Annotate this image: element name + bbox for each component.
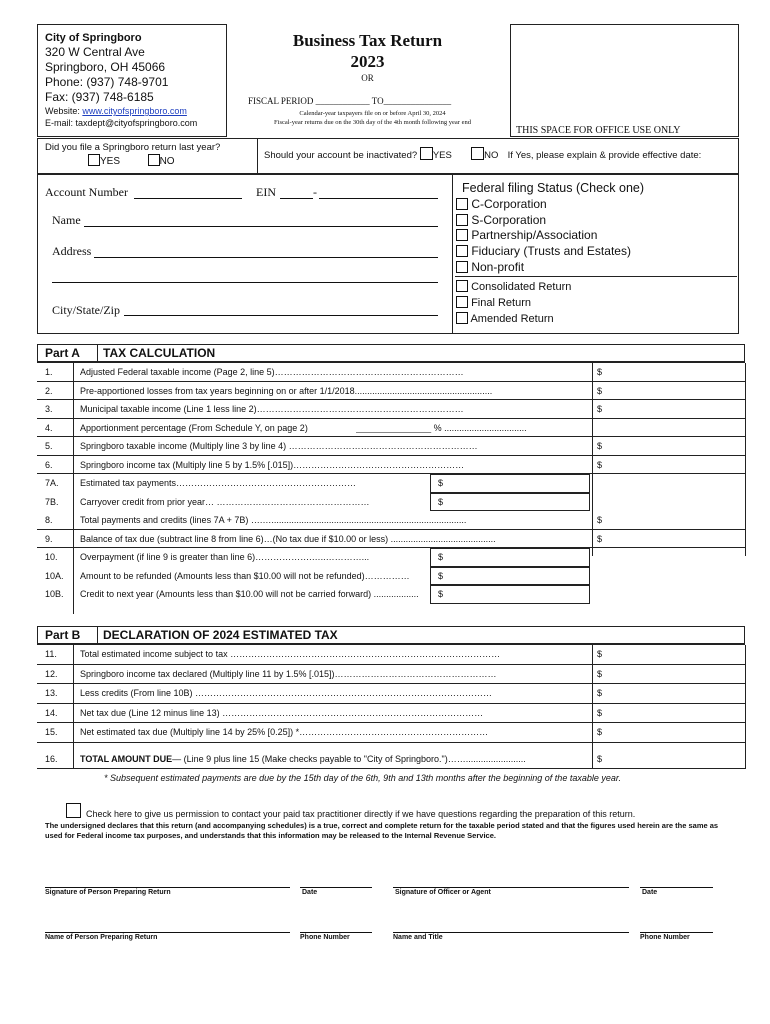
- phone-line-1[interactable]: [300, 932, 372, 933]
- website-link[interactable]: www.cityofspringboro.com: [82, 106, 187, 116]
- filing-option[interactable]: [456, 244, 631, 260]
- line-number: 10.: [45, 552, 58, 562]
- phone-label-1: Phone Number: [300, 934, 350, 941]
- middle-amount-box[interactable]: [430, 567, 590, 586]
- inactivate-question-row: [264, 147, 701, 161]
- part-b-label-divider: [97, 627, 98, 644]
- line-description: Net estimated tax due (Multiply line 14 by 25% [0.25]) *………………………………………………………: [80, 727, 489, 737]
- middle-amount-dollar: $: [438, 589, 444, 599]
- fiduciary-checkbox[interactable]: [456, 245, 468, 257]
- name-label: Name: [52, 213, 81, 227]
- row-divider: [37, 664, 745, 665]
- preparer-signature-line[interactable]: [45, 887, 290, 888]
- last-year-yes-label: YES: [100, 156, 121, 167]
- line-number: 2.: [45, 385, 53, 396]
- return-option-label: Amended Return: [470, 313, 554, 325]
- row-divider: [37, 722, 745, 723]
- row-divider: [37, 399, 745, 400]
- line-number: 6.: [45, 459, 53, 470]
- amount-field[interactable]: $: [597, 668, 603, 679]
- line-number: 7A.: [45, 478, 59, 488]
- row-divider: [37, 703, 745, 704]
- amount-field[interactable]: $: [597, 727, 603, 737]
- row-divider: [37, 473, 745, 474]
- address-label: Address: [52, 244, 92, 258]
- row-divider: [37, 683, 745, 684]
- line-16-dollar[interactable]: $: [597, 754, 603, 764]
- line-number: 13.: [45, 688, 58, 698]
- filing-option[interactable]: [456, 213, 631, 229]
- city-email: E-mail: taxdept@cityofspringboro.com: [45, 118, 198, 128]
- line-number: 3.: [45, 404, 53, 414]
- officer-signature-label: Signature of Officer or Agent: [395, 889, 491, 896]
- line-description: Springboro taxable income (Multiply line 3 by line 4) ………………………………………………………: [80, 441, 478, 451]
- form-year: 2023: [350, 52, 385, 71]
- part-a-amount-col: [592, 363, 593, 556]
- line-number: 4.: [45, 422, 53, 433]
- row-divider: [37, 418, 745, 419]
- address-field[interactable]: [94, 257, 438, 258]
- city-address: [45, 31, 225, 129]
- amended-return-checkbox[interactable]: [456, 312, 468, 324]
- line-description: Springboro income tax declared (Multiply line 11 by 1.5% [.015])………………………………………………: [80, 668, 497, 679]
- office-use-box: [510, 24, 739, 137]
- estimated-footnote: * Subsequent estimated payments are due by the 15th day of the 6th, 9th and 13th months after the beginning of the taxable year.: [104, 773, 622, 783]
- amount-field[interactable]: $: [597, 367, 603, 377]
- line-16-bold: TOTAL AMOUNT DUE: [80, 754, 173, 764]
- middle-amount-box[interactable]: [430, 585, 590, 604]
- line-number: 1.: [45, 367, 53, 377]
- inactivate-yes-checkbox[interactable]: [420, 147, 433, 160]
- line-number: 10A.: [45, 570, 64, 581]
- website-label: Website:: [45, 106, 83, 116]
- amount-field[interactable]: $: [597, 385, 603, 396]
- middle-amount-dollar: $: [438, 478, 444, 488]
- filing-option-label: Non-profit: [471, 259, 525, 274]
- last-year-yes-checkbox[interactable]: [88, 154, 100, 166]
- apportionment-percent-field[interactable]: _______________ % .................................: [356, 422, 527, 433]
- city-state-zip-field[interactable]: [124, 315, 438, 316]
- return-option[interactable]: [456, 295, 571, 311]
- preparer-name-line[interactable]: [45, 932, 290, 933]
- middle-amount-box[interactable]: [430, 548, 590, 567]
- amount-field[interactable]: $: [597, 688, 603, 698]
- amount-field[interactable]: $: [597, 533, 603, 544]
- name-title-line[interactable]: [393, 932, 629, 933]
- question-divider: [257, 138, 258, 174]
- filing-option[interactable]: [456, 228, 631, 244]
- part-a-header: [37, 344, 745, 363]
- form-title: Business Tax Return: [292, 31, 443, 50]
- part-b-label: Part B: [45, 628, 81, 642]
- line-16-text: [80, 754, 585, 764]
- c-corp-checkbox[interactable]: [456, 198, 468, 210]
- non-profit-checkbox[interactable]: [456, 261, 468, 273]
- part-a-label-divider: [97, 345, 98, 362]
- filing-option[interactable]: [456, 197, 631, 213]
- line-description: Balance of tax due (subtract line 8 from line 6)…(No tax due if $10.00 or less) ..........................................: [80, 533, 496, 544]
- inactivate-no-checkbox[interactable]: [471, 147, 484, 160]
- officer-signature-line[interactable]: [393, 887, 629, 888]
- last-year-question: Did you file a Springboro return last year?: [45, 142, 221, 153]
- part-b-right-border: [745, 645, 746, 769]
- line-description: Less credits (From line 10B) ………………………………………………………………………………………: [80, 688, 493, 698]
- filing-status-title: Federal filing Status (Check one): [462, 181, 645, 195]
- line-description: Apportionment percentage (From Schedule Y, on page 2): [80, 422, 308, 433]
- amount-field[interactable]: $: [597, 459, 603, 470]
- row-divider: [37, 436, 745, 437]
- s-corp-checkbox[interactable]: [456, 214, 468, 226]
- inactivate-question: Should your account be inactivated?: [264, 150, 418, 161]
- city-phone: Phone: (937) 748-9701: [45, 75, 169, 89]
- fiscal-period: FISCAL PERIOD ____________ TO_______________: [248, 96, 452, 106]
- part-a-line-number-col: [73, 363, 74, 614]
- fiscal-year-note: Fiscal-year returns due on the 30th day of the 4th month following year end: [274, 119, 471, 126]
- line-number: 12.: [45, 668, 58, 679]
- last-year-options: [88, 154, 175, 167]
- part-b-header: [37, 626, 745, 645]
- office-use-label: THIS SPACE FOR OFFICE USE ONLY: [516, 125, 681, 136]
- date-label-2: Date: [642, 889, 658, 896]
- address-field-2[interactable]: [52, 282, 438, 283]
- return-option[interactable]: [456, 279, 571, 295]
- filing-status-separator: [455, 276, 737, 277]
- line-description: Overpayment (if line 9 is greater than line 6)……………….…..…………...: [80, 552, 370, 562]
- row-divider: [37, 529, 745, 530]
- return-option-label: Final Return: [471, 297, 531, 309]
- line-description: Springboro income tax (Multiply line 5 by 1.5% [.015])…………………………………………………: [80, 459, 465, 470]
- middle-amount-dollar: $: [438, 496, 444, 507]
- return-type-options: [456, 279, 571, 327]
- phone-label-2: Phone Number: [640, 934, 690, 941]
- calendar-year-note: Calendar-year taxpayers file on or before April 30, 2024: [299, 110, 446, 117]
- inactivate-no-label: NO: [484, 150, 499, 161]
- date-line-2[interactable]: [640, 887, 713, 888]
- return-option-label: Consolidated Return: [471, 281, 572, 293]
- amount-field[interactable]: $: [597, 441, 603, 451]
- amount-field[interactable]: $: [597, 404, 603, 414]
- city-street: 320 W Central Ave: [45, 45, 145, 59]
- line-number: 7B.: [45, 496, 59, 507]
- part-a-title: TAX CALCULATION: [103, 346, 216, 360]
- account-divider: [452, 174, 453, 334]
- ein-field-suffix[interactable]: [319, 198, 438, 199]
- line-number: 9.: [45, 533, 53, 544]
- return-option[interactable]: [456, 311, 571, 327]
- filing-option-label: Partnership/Association: [471, 228, 598, 243]
- phone-line-2[interactable]: [640, 932, 713, 933]
- middle-amount-box[interactable]: [430, 474, 590, 493]
- city-state-zip-label: City/State/Zip: [52, 303, 120, 317]
- filing-option[interactable]: [456, 260, 631, 276]
- row-divider: [37, 547, 745, 548]
- consolidated-checkbox[interactable]: [456, 280, 468, 292]
- line-number: 5.: [45, 441, 53, 451]
- date-label-1: Date: [302, 889, 318, 896]
- amount-field[interactable]: $: [597, 707, 603, 718]
- line-description: Net tax due (Line 12 minus line 13) ……………………………………………………………………………: [80, 707, 484, 718]
- line-description: Amount to be refunded (Amounts less than $10.00 will not be refunded)……………: [80, 570, 410, 581]
- declaration-statement: The undersigned declares that this return (and accompanying schedules) is a true, correct and complete return for the taxable period stated and that the figures used herein are the same as used for Federal income tax purposes, and understands that this information may be released to the Internal Revenue Service.: [45, 821, 719, 840]
- name-field[interactable]: [84, 226, 438, 227]
- line-16-number: 16.: [45, 754, 58, 764]
- line-number: 15.: [45, 727, 58, 737]
- row-divider: [37, 381, 745, 382]
- filing-option-label: S-Corporation: [471, 212, 547, 227]
- final-return-checkbox[interactable]: [456, 296, 468, 308]
- line-16-bottom: [37, 768, 745, 769]
- line-16-rest: — (Line 9 plus line 15 (Make checks payable to "City of Springboro.")……........................: [172, 754, 526, 764]
- account-number-label: Account Number: [45, 185, 128, 199]
- amount-field[interactable]: $: [597, 649, 603, 659]
- middle-amount-dollar: $: [438, 552, 444, 562]
- filing-option-label: C-Corporation: [471, 197, 547, 211]
- city-website-row: [45, 105, 225, 117]
- name-title-label: Name and Title: [393, 934, 443, 941]
- last-year-no-label: NO: [159, 156, 175, 167]
- amount-field[interactable]: $: [597, 515, 603, 525]
- ein-separator: -: [313, 185, 317, 199]
- middle-amount-dollar: $: [438, 570, 444, 581]
- account-number-field[interactable]: [134, 198, 242, 199]
- line-number: 11.: [45, 649, 57, 659]
- line-number: 14.: [45, 707, 58, 718]
- city-state-zip: Springboro, OH 45066: [45, 60, 166, 74]
- date-line-1[interactable]: [300, 887, 372, 888]
- row-divider: [37, 742, 745, 743]
- ein-field-prefix[interactable]: [280, 198, 313, 199]
- filing-option-label: Fiduciary (Trusts and Estates): [471, 244, 631, 259]
- part-b-title: DECLARATION OF 2024 ESTIMATED TAX: [103, 628, 338, 642]
- practitioner-permission-text: Check here to give us permission to contact your paid tax practitioner directly if we have questions regarding the preparation of this return.: [86, 809, 636, 819]
- line-description: Total payments and credits (lines 7A + 7B) ….…..............................................................................: [80, 515, 467, 525]
- last-year-no-checkbox[interactable]: [148, 154, 160, 166]
- practitioner-checkbox[interactable]: [66, 803, 81, 818]
- partnership-checkbox[interactable]: [456, 229, 468, 241]
- part-a-label: Part A: [45, 346, 80, 360]
- line-description: Total estimated income subject to tax ………………………………………………………………………………: [80, 649, 501, 659]
- form-or: OR: [361, 73, 374, 83]
- inactivate-yes-label: YES: [432, 150, 452, 161]
- row-divider: [37, 455, 745, 456]
- preparer-name-label: Name of Person Preparing Return: [45, 934, 158, 941]
- ein-label: EIN: [256, 185, 276, 199]
- part-a-right-border: [745, 363, 746, 556]
- line-description: Credit to next year (Amounts less than $10.00 will not be carried forward) ..................: [80, 589, 419, 599]
- city-name: City of Springboro: [45, 32, 142, 44]
- middle-amount-box[interactable]: [430, 493, 590, 512]
- filing-status-options: [456, 197, 631, 276]
- line-description: Adjusted Federal taxable income (Page 2, line 5)………………………………………………………: [80, 367, 464, 377]
- line-number: 10B.: [45, 589, 64, 599]
- inactivate-explain: If Yes, please explain & provide effective date:: [507, 150, 702, 161]
- line-description: Pre-apportioned losses from tax years beginning on or after 1/1/2018.......................................................: [80, 385, 493, 396]
- line-description: Carryover credit from prior year… ……………………………………………: [80, 496, 370, 507]
- city-fax: Fax: (937) 748-6185: [45, 90, 154, 104]
- line-description: Estimated tax payments……………………………………………………: [80, 478, 357, 488]
- preparer-signature-label: Signature of Person Preparing Return: [45, 889, 171, 896]
- line-description: Municipal taxable income (Line 1 less line 2)……………………………………………………………: [80, 404, 464, 414]
- line-number: 8.: [45, 515, 53, 525]
